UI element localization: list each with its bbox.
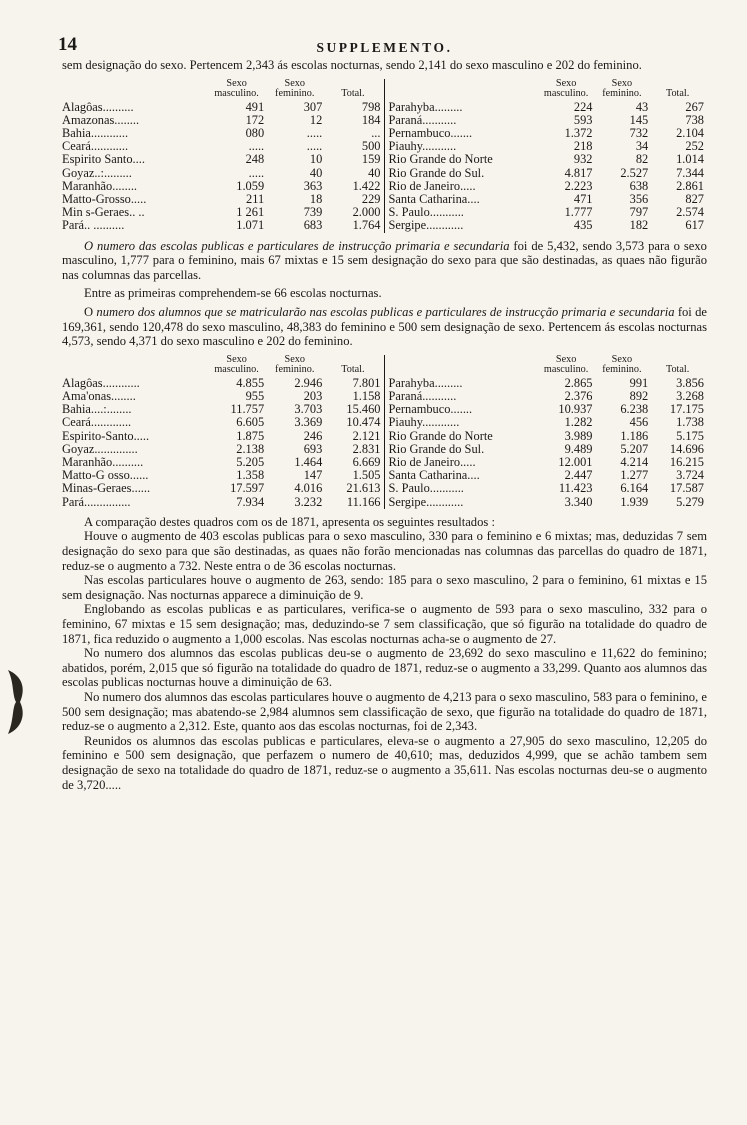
table-cell: 5.279 bbox=[676, 494, 704, 509]
table-cell: 4.855 bbox=[236, 375, 265, 390]
province-name: Rio Grande do Norte bbox=[388, 428, 493, 443]
province-name: Matto-Grosso..... bbox=[62, 192, 147, 207]
province-name: Pernambuco....... bbox=[388, 402, 473, 417]
table-cell: 11.166 bbox=[346, 494, 381, 509]
table-cell: 1.738 bbox=[676, 415, 704, 430]
schools-table-left: Sexo masculino. Sexo feminino. Total. Alagôas.......... 491 307 798 Amazonas........ 172 12 184 Bahia............ 080 ..... ... Ceará............ ..... ..... 500 Espirito Santo.... 248 10 159 Goyaz..:......... ..... 40 40 Maranhão........ 1.059 363 1.422 Matto-Grosso..... 211 18 229 Min s-Geraes.. .. 1 261 739 2.000 Pará.. .......... 1.071 683 1.764 bbox=[62, 79, 385, 233]
table-cell: 827 bbox=[685, 192, 704, 207]
schools-table bbox=[62, 79, 707, 233]
table-row bbox=[62, 416, 384, 429]
table-cell: 1 261 bbox=[236, 205, 265, 220]
nocturnal-paragraph: Entre as primeiras comprehendem-se 66 escolas nocturnas. bbox=[84, 286, 382, 301]
province-name: Bahia....:........ bbox=[62, 402, 132, 417]
province-name: Paraná........... bbox=[388, 112, 457, 127]
table-cell: 3.268 bbox=[676, 388, 704, 403]
table-cell: 7.344 bbox=[676, 165, 704, 180]
table-cell: 43 bbox=[635, 99, 649, 114]
table-cell: 1.059 bbox=[236, 178, 265, 193]
table-cell: 2.861 bbox=[676, 178, 704, 193]
province-name: Amazonas........ bbox=[62, 112, 140, 127]
province-name: Pernambuco....... bbox=[388, 126, 473, 140]
table-row bbox=[385, 153, 708, 166]
table-row bbox=[385, 482, 708, 495]
table-cell: 435 bbox=[573, 218, 593, 233]
library-stamp-mark bbox=[4, 668, 28, 736]
table-cell: 211 bbox=[246, 192, 265, 207]
table-cell: 246 bbox=[303, 428, 323, 443]
table-cell: 229 bbox=[361, 192, 381, 207]
table-cell: 159 bbox=[361, 152, 381, 167]
table-cell: 2.527 bbox=[620, 165, 649, 180]
table-cell: 356 bbox=[629, 192, 649, 207]
table-cell: 2.138 bbox=[236, 441, 265, 456]
province-name: Bahia............ bbox=[62, 126, 129, 140]
table-cell: 2.223 bbox=[564, 178, 593, 193]
province-name: Pará............... bbox=[62, 494, 131, 509]
table-cell: 955 bbox=[245, 388, 265, 403]
table-cell: 5.175 bbox=[676, 428, 704, 443]
table-cell: 1.939 bbox=[620, 494, 649, 509]
table-cell: 1.422 bbox=[352, 178, 381, 193]
table-row bbox=[385, 430, 708, 443]
table-cell: 2.865 bbox=[564, 375, 593, 390]
table-cell: 40 bbox=[309, 165, 323, 180]
table-row bbox=[385, 101, 708, 114]
province-name: Goyaz..:......... bbox=[62, 165, 132, 180]
table-cell: 7.801 bbox=[352, 375, 381, 390]
table-cell: 6.164 bbox=[620, 481, 649, 496]
table-cell: 10.474 bbox=[346, 415, 381, 430]
province-name: S. Paulo........... bbox=[388, 481, 464, 496]
table-row bbox=[385, 416, 708, 429]
table-cell: 6.605 bbox=[236, 415, 265, 430]
table-cell: 363 bbox=[303, 178, 323, 193]
table-cell: 4.214 bbox=[620, 455, 649, 469]
table-cell: 3.703 bbox=[294, 402, 323, 417]
body-paragraph: Englobando as escolas publicas e as particulares, verifica-se o augmento de 593 para o sexo masculino, 332 para o feminino, 67 mixtas e 15 sem designação; mas, deduzindo-se 7 sem classificação, que só figurão na totalidade do quadro de 1871, fica reduzido o augmento a 1,000 escolas. Nas escolas nocturnas acha-se o augmento de 27. bbox=[62, 602, 707, 646]
table-cell: 172 bbox=[245, 112, 265, 127]
table-cell: 593 bbox=[573, 112, 593, 127]
table-cell: 5.205 bbox=[236, 455, 265, 469]
table-cell: 797 bbox=[629, 205, 649, 220]
table-cell: 3.340 bbox=[564, 494, 593, 509]
table-cell: 10.937 bbox=[558, 402, 593, 417]
table-cell: 1.158 bbox=[352, 388, 381, 403]
table-cell: 17.587 bbox=[669, 481, 704, 496]
intro-paragraph: sem designação do sexo. Pertencem 2,343 ás escolas nocturnas, sendo 2,141 do sexo masculino e 202 do feminino. bbox=[62, 58, 642, 72]
pupils-paragraph: O numero dos alumnos que se matricularão nas escolas publicas e particulares de instrucção primaria e secundaria foi de 169,361, sendo 120,478 do sexo masculino, 48,383 do feminino e 500 sem designação de sexo. Pertencem ás escolas nocturnas 4,573, sendo 4,371 do sexo masculino e 202 do feminino. bbox=[62, 305, 707, 349]
province-name: Minas-Geraes...... bbox=[62, 481, 151, 496]
province-name: Ama'onas........ bbox=[62, 388, 136, 403]
province-name: Sergipe............ bbox=[388, 494, 464, 509]
table-cell: 2.104 bbox=[676, 126, 704, 140]
table-cell: 638 bbox=[629, 178, 649, 193]
province-name: Santa Catharina.... bbox=[388, 468, 480, 483]
province-name: Alagôas............ bbox=[62, 375, 140, 390]
table-row bbox=[385, 377, 708, 390]
table-cell: 7.934 bbox=[236, 494, 265, 509]
table-row bbox=[62, 101, 384, 114]
province-name: Espirito Santo.... bbox=[62, 152, 145, 167]
province-name: Maranhão........ bbox=[62, 178, 138, 193]
province-name: Rio Grande do Sul. bbox=[388, 165, 485, 180]
table-cell: 21.613 bbox=[346, 481, 381, 496]
table-cell: 145 bbox=[629, 112, 649, 127]
body-paragraph: Nas escolas particulares houve o augmento de 263, sendo: 185 para o sexo masculino, 2 para o feminino, 61 mixtas e 15 sem designação. Nas nocturnas apparece a diminuição de 9. bbox=[62, 573, 707, 602]
table-cell: 3.369 bbox=[294, 415, 323, 430]
province-name: Sergipe............ bbox=[388, 218, 464, 233]
page-header bbox=[58, 34, 707, 58]
province-name: Maranhão.......... bbox=[62, 455, 144, 469]
province-name: Matto-G osso...... bbox=[62, 468, 149, 483]
table-cell: 34 bbox=[635, 139, 649, 154]
table-row bbox=[62, 153, 384, 166]
province-name: Ceará............ bbox=[62, 139, 129, 154]
province-name: Alagôas.......... bbox=[62, 99, 134, 114]
province-name: Rio Grande do Norte bbox=[388, 152, 493, 167]
schools-paragraph: O numero das escolas publicas e particulares de instrucção primaria e secundaria foi de 5,432, sendo 3,573 para o sexo masculino, 1,777 para o feminino, mais 67 mixtas e 15 sem designação do sexo para que são destinadas, as quaes não figurão nas columnas das parcellas. bbox=[62, 238, 707, 282]
table-cell: 182 bbox=[629, 218, 649, 233]
table-cell: 2.574 bbox=[676, 205, 704, 220]
body-paragraph: No numero dos alumnos das escolas particulares houve o augmento de 4,213 para o sexo masculino, 583 para o feminino, e 500 sem designação; mas abatendo-se 2,984 alumnos sem classificação de sexo, que figurão na totalidade do quadro de 1871, reduz-se o augmento a 2,312. Este, quanto aos das escolas nocturnas, foi de 2,343. bbox=[62, 689, 707, 734]
table-cell: 617 bbox=[685, 218, 704, 233]
table-cell: 14.696 bbox=[669, 441, 704, 456]
table-cell: 82 bbox=[635, 152, 649, 167]
province-name: Espirito-Santo..... bbox=[62, 428, 150, 443]
table-cell: 1.505 bbox=[352, 468, 381, 483]
province-name: Min s-Geraes.. .. bbox=[62, 205, 145, 220]
table-row bbox=[62, 482, 384, 495]
document-page bbox=[58, 34, 707, 792]
province-name: Pará.. .......... bbox=[62, 218, 125, 233]
table-cell: 16.215 bbox=[669, 455, 704, 469]
table-cell: 1.358 bbox=[236, 468, 265, 483]
province-name: S. Paulo........... bbox=[388, 205, 464, 220]
table-cell: 1.875 bbox=[236, 428, 265, 443]
table-cell: 307 bbox=[303, 99, 323, 114]
page-number: 14 bbox=[58, 34, 77, 55]
province-name: Santa Catharina.... bbox=[388, 192, 480, 207]
table-cell: 080 bbox=[245, 126, 265, 140]
table-row bbox=[62, 167, 384, 180]
table-cell: 693 bbox=[303, 441, 323, 456]
table-row bbox=[62, 430, 384, 443]
table-cell: 3.856 bbox=[676, 375, 704, 390]
table-cell: 17.597 bbox=[230, 481, 265, 496]
province-name: Ceará............. bbox=[62, 415, 132, 430]
table-cell: 2.946 bbox=[294, 375, 323, 390]
table-cell: 1.464 bbox=[294, 455, 323, 469]
table-cell: 1.186 bbox=[620, 428, 649, 443]
table-cell: 1.372 bbox=[564, 126, 593, 140]
body-paragraph: No numero dos alumnos das escolas publicas deu-se o augmento de 23,692 do sexo masculino e 11,622 do feminino; abatidos, porém, 2,015 que só figurão na totalidade do quadro de 1871, reduz-se o augmento a 33,299. Quanto aos alumnos das escolas publicas nocturnas houve a diminuição de 63. bbox=[62, 646, 707, 690]
table-cell: 17.175 bbox=[669, 402, 704, 417]
table-cell: 6.238 bbox=[620, 402, 649, 417]
table-cell: 991 bbox=[629, 375, 649, 390]
body-paragraph: A comparação destes quadros com os de 1871, apresenta os seguintes resultados : bbox=[84, 514, 495, 529]
table-row bbox=[62, 377, 384, 390]
schools-table-right: Sexo masculino. Sexo feminino. Total. Parahyba......... 224 43 267 Paraná........... 593 145 738 Pernambuco....... 1.372 732 2.104 Piauhy........... 218 34 252 Rio Grande do Norte 932 82 1.014 Rio Grande do Sul. 4.817 2.527 7.344 Rio de Janeiro..... 2.223 638 2.861 Santa Catharina.... 471 356 827 S. Paulo........... 1.777 797 2.574 Sergipe............ 435 182 617 bbox=[385, 79, 708, 233]
table-cell: 267 bbox=[685, 99, 704, 114]
table-cell: 218 bbox=[573, 139, 593, 154]
table-row bbox=[385, 167, 708, 180]
table-cell: 5.207 bbox=[620, 441, 649, 456]
table-cell: 798 bbox=[361, 99, 381, 114]
table-cell: 9.489 bbox=[564, 441, 593, 456]
table-cell: 18 bbox=[309, 192, 323, 207]
province-name: Goyaz.............. bbox=[62, 441, 138, 456]
table-cell: 2.376 bbox=[564, 388, 593, 403]
table-cell: 248 bbox=[245, 152, 265, 167]
province-name: Paraná........... bbox=[388, 388, 457, 403]
table-cell: ..... bbox=[248, 165, 265, 180]
table-cell: 892 bbox=[629, 388, 649, 403]
table-cell: 4.016 bbox=[294, 481, 323, 496]
table-cell: 1.777 bbox=[564, 205, 593, 220]
table-cell: 500 bbox=[361, 139, 381, 154]
pupils-table bbox=[62, 355, 707, 509]
comparison-section bbox=[62, 515, 707, 792]
running-head: SUPPLEMENTO. bbox=[316, 40, 453, 55]
province-name: Parahyba......... bbox=[388, 99, 463, 114]
pupils-table-left: Sexo masculino. Sexo feminino. Total. Alagôas............ 4.855 2.946 7.801 Ama'onas........ 955 203 1.158 Bahia....:........ 11.757 3.703 15.460 Ceará............. 6.605 3.369 10.474 Espirito-Santo..... 1.875 246 2.121 Goyaz.............. 2.138 693 2.831 Maranhão.......... 5.205 1.464 6.669 Matto-G osso...... 1.358 147 1.505 Minas-Geraes...... 17.597 4.016 21.613 Pará............... 7.934 3.232 11.166 bbox=[62, 355, 385, 509]
table-cell: 147 bbox=[303, 468, 323, 483]
table-cell: 6.669 bbox=[352, 455, 381, 469]
table-cell: 491 bbox=[245, 99, 265, 114]
table-cell: 1.277 bbox=[620, 468, 649, 483]
table-cell: 738 bbox=[685, 112, 704, 127]
province-name: Parahyba......... bbox=[388, 375, 463, 390]
table-cell: 932 bbox=[573, 152, 593, 167]
table-cell: 1.014 bbox=[676, 152, 704, 167]
table-row bbox=[385, 496, 708, 509]
table-cell: 11.757 bbox=[230, 402, 265, 417]
province-name: Rio de Janeiro..... bbox=[388, 178, 476, 193]
table-cell: 4.817 bbox=[564, 165, 593, 180]
body-paragraph: Reunidos os alumnos das escolas publicas e particulares, eleva-se o augmento a 27,905 do sexo masculino, 12,205 do feminino e 500 sem designação, que perfazem o numero de 40,610; mas, deduzidos 4,999, que se achão tambem sem designação de sexo na totalidade do quadro de 1871, reduz-se o augmento a 35,611. Nas escolas nocturnas deu-se o augmento de 3,720..... bbox=[62, 733, 707, 792]
table-cell: 2.121 bbox=[352, 428, 381, 443]
table-cell: 3.989 bbox=[564, 428, 593, 443]
table-cell: 2.831 bbox=[352, 441, 381, 456]
table-cell: 203 bbox=[303, 388, 323, 403]
table-cell: 252 bbox=[685, 139, 704, 154]
table-row bbox=[385, 219, 708, 232]
table-cell: 12 bbox=[309, 112, 323, 127]
province-name: Rio Grande do Sul. bbox=[388, 441, 485, 456]
table-cell: ..... bbox=[248, 139, 265, 154]
table-cell: 15.460 bbox=[346, 402, 381, 417]
table-cell: 732 bbox=[629, 126, 649, 140]
pupils-table-right: Sexo masculino. Sexo feminino. Total. Parahyba......... 2.865 991 3.856 Paraná........... 2.376 892 3.268 Pernambuco....... 10.937 6.238 17.175 Piauhy............ 1.282 456 1.738 Rio Grande do Norte 3.989 1.186 5.175 Rio Grande do Sul. 9.489 5.207 14.696 Rio de Janeiro..... 12.001 4.214 16.215 Santa Catharina.... 2.447 1.277 3.724 S. Paulo........... 11.423 6.164 17.587 Sergipe............ 3.340 1.939 5.279 bbox=[385, 355, 708, 509]
table-cell: 456 bbox=[629, 415, 649, 430]
table-cell: 2.447 bbox=[564, 468, 593, 483]
table-cell: 184 bbox=[361, 112, 381, 127]
table-cell: ..... bbox=[306, 126, 323, 140]
province-name: Piauhy........... bbox=[388, 139, 457, 154]
table-cell: ... bbox=[371, 126, 381, 140]
table-cell: 12.001 bbox=[558, 455, 593, 469]
province-name: Piauhy............ bbox=[388, 415, 460, 430]
table-cell: 3.232 bbox=[294, 494, 323, 509]
table-row bbox=[62, 219, 384, 232]
table-cell: 1.764 bbox=[352, 218, 381, 233]
table-cell: 1.282 bbox=[564, 415, 593, 430]
table-cell: 683 bbox=[303, 218, 323, 233]
table-cell: ..... bbox=[306, 139, 323, 154]
table-cell: 11.423 bbox=[558, 481, 593, 496]
table-cell: 3.724 bbox=[676, 468, 704, 483]
province-name: Rio de Janeiro..... bbox=[388, 455, 476, 469]
table-cell: 739 bbox=[303, 205, 323, 220]
table-cell: 2.000 bbox=[352, 205, 381, 220]
table-cell: 224 bbox=[573, 99, 593, 114]
table-cell: 1.071 bbox=[236, 218, 265, 233]
body-paragraph: Houve o augmento de 403 escolas publicas para o sexo masculino, 330 para o feminino e 6 mixtas; mas, deduzidas 7 sem designação do sexo para que são destinadas, as quaes não forão mencionadas nas columnas das parcellas do quadro de 1871, reduz-se o augmento a 732. Neste entra o de 36 escolas nocturnas. bbox=[62, 529, 707, 573]
table-cell: 10 bbox=[309, 152, 323, 167]
table-cell: 471 bbox=[573, 192, 593, 207]
table-cell: 40 bbox=[368, 165, 381, 180]
table-row bbox=[62, 496, 384, 509]
